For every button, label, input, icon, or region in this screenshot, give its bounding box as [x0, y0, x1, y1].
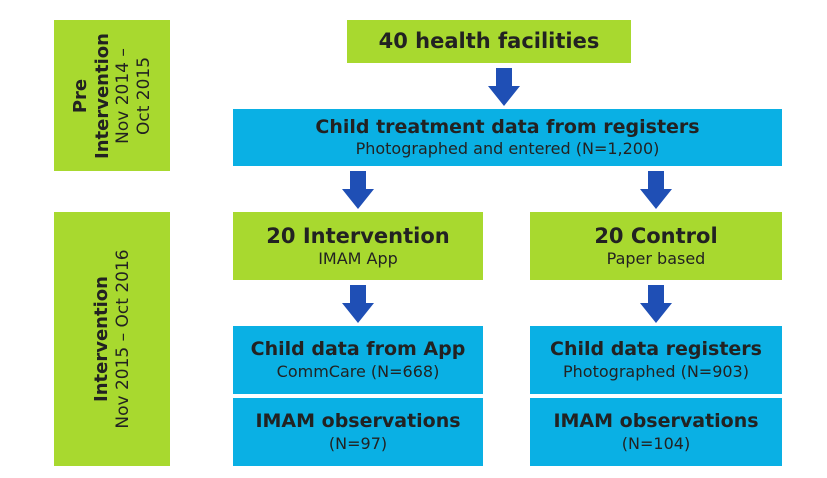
box-imam-observations-intervention [233, 398, 483, 466]
phase-pre-label: Pre [70, 78, 92, 113]
box-intervention-arm [233, 212, 483, 280]
arrow-down-icon [488, 68, 520, 106]
phase-intervention-label: Intervention [91, 276, 113, 402]
box-health-facilities-title: 40 health facilities [378, 29, 600, 54]
phase-pre-dates-end: Oct 2015 [133, 56, 154, 135]
phase-pre-intervention-label: Intervention [91, 32, 113, 159]
phase-intervention-dates: Nov 2015 – Oct 2016 [112, 249, 133, 429]
phase-pre-dates-start: Nov 2014 – [113, 47, 134, 144]
box-register-data-title: Child data registers [550, 338, 762, 361]
box-control-title: 20 Control [594, 223, 718, 248]
box-intervention-subtitle: IMAM App [318, 249, 398, 269]
arrow-down-icon [640, 171, 672, 209]
box-register-data-subtitle: Photographed (N=903) [563, 361, 749, 381]
arrow-down-icon [342, 285, 374, 323]
box-health-facilities [347, 20, 631, 63]
box-obs-control-subtitle: (N=104) [621, 433, 691, 453]
phase-intervention [54, 212, 170, 466]
arrow-down-icon [342, 171, 374, 209]
box-control-arm [530, 212, 782, 280]
box-intervention-title: 20 Intervention [266, 223, 450, 248]
box-app-data-title: Child data from App [250, 338, 466, 361]
box-registers-subtitle: Photographed and entered (N=1,200) [355, 139, 660, 159]
box-obs-intervention-subtitle: (N=97) [328, 433, 388, 453]
box-child-data-registers [530, 326, 782, 394]
box-obs-intervention-title: IMAM observations [255, 410, 461, 433]
box-obs-control-title: IMAM observations [553, 410, 759, 433]
phase-pre-intervention [54, 20, 170, 171]
box-app-data-subtitle: CommCare (N=668) [276, 361, 440, 381]
box-child-data-app [233, 326, 483, 394]
box-child-treatment-registers [233, 109, 782, 166]
box-imam-observations-control [530, 398, 782, 466]
box-registers-title: Child treatment data from registers [315, 115, 700, 138]
arrow-down-icon [640, 285, 672, 323]
box-control-subtitle: Paper based [606, 249, 706, 269]
